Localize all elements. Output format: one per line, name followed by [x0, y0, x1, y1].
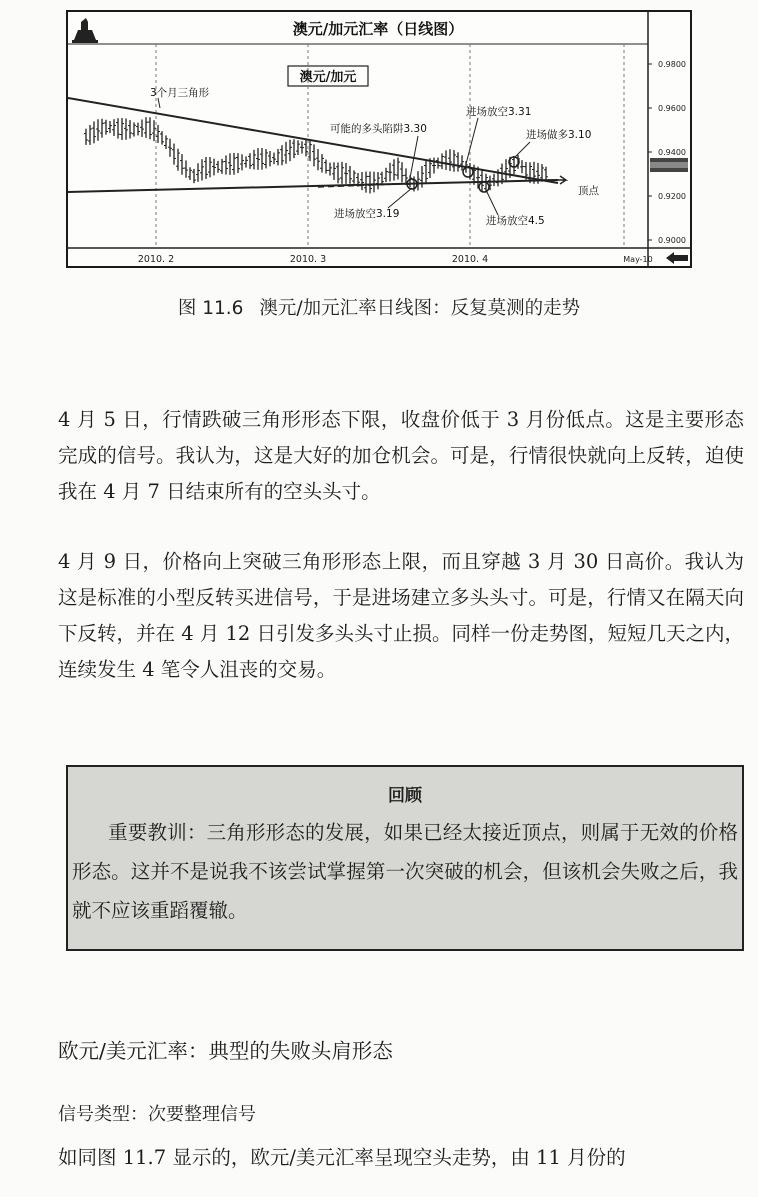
marker-short-331 [463, 167, 473, 177]
x-tick-label: May-10 [623, 255, 653, 264]
y-tick-label: 0.9600 [658, 104, 686, 113]
figure-title: 澳元/加元汇率日线图：反复莫测的走势 [259, 298, 581, 319]
annotation-short-45: 进场放空4.5 [486, 215, 545, 227]
time-axis [138, 254, 653, 265]
y-tick-label: 0.9800 [658, 60, 686, 69]
x-tick-label: 2010. 4 [451, 254, 489, 265]
chart-logo [72, 18, 98, 43]
y-tick-label: 0.9000 [658, 236, 686, 245]
review-text-wrap [68, 813, 742, 930]
review-text: 重要教训：三角形形态的发展，如果已经太接近顶点，则属于无效的价格形态。这并不是说我不该尝试掌握第一次突破的机会，但该机会失败之后，我就不应该重蹈覆辙。 [72, 821, 738, 922]
annotation-short-319-leader [388, 188, 412, 208]
annotation-short-45-leader [486, 190, 498, 215]
figure-caption [0, 294, 758, 320]
chart-title: 澳元/加元汇率（日线图） [292, 20, 464, 38]
figure-number: 图 11.6 [177, 298, 244, 319]
x-tick-label: 2010. 3 [289, 254, 327, 265]
review-box [66, 765, 744, 951]
annotation-triangle-3m: 3个月三角形 [150, 87, 210, 99]
marker-short-45 [479, 182, 489, 192]
annotation-long-310: 进场做多3.10 [526, 129, 592, 141]
annotation-short-331-leader [466, 118, 478, 164]
annotation-short-319: 进场放空3.19 [334, 208, 400, 220]
section-body-start: 如同图 11.7 显示的，欧元/美元汇率呈现空头走势，由 11 月份的 [58, 1146, 626, 1169]
x-tick-label: 2010. 2 [137, 254, 175, 265]
paragraph-1: 4 月 5 日，行情跌破三角形形态下限，收盘价低于 3 月份低点。这是主要形态完成的信号。我认为，这是大好的加仓机会。可是，行情很快就向上反转，迫使我在 4 月 7 日结束所有的空头头寸。 [58, 408, 744, 503]
annotation-bull-trap: 可能的多头陷阱3.30 [330, 123, 427, 135]
review-title: 回顾 [388, 786, 422, 806]
chart-frame [66, 10, 692, 268]
annotation-apex: 顶点 [578, 185, 599, 197]
current-price-marker [650, 158, 688, 172]
price-axis [648, 60, 686, 245]
y-tick-label: 0.9400 [658, 148, 686, 157]
signal-type: 信号类型：次要整理信号 [58, 1104, 256, 1125]
annotation-long-310-leader [514, 142, 530, 158]
chart-svg [68, 12, 690, 266]
annotation-short-331: 进场放空3.31 [466, 106, 532, 118]
legend-label: 澳元/加元 [299, 70, 357, 85]
section-heading: 欧元/美元汇率：典型的失败头肩形态 [58, 1039, 393, 1063]
annotation-triangle-3m-leader [158, 98, 160, 108]
paragraph-2: 4 月 9 日，价格向上突破三角形形态上限，而且穿越 3 月 30 日高价。我认为这是标准的小型反转买进信号，于是进场建立多头头寸。可是，行情又在隔天向下反转，并在 4 月 12 日引发多头头寸止损。同样一份走势图，短短几天之内，连续发生 4 笔令人沮丧的交易。 [58, 550, 745, 681]
y-tick-label: 0.9200 [658, 192, 686, 201]
scroll-right-arrow [666, 252, 688, 264]
